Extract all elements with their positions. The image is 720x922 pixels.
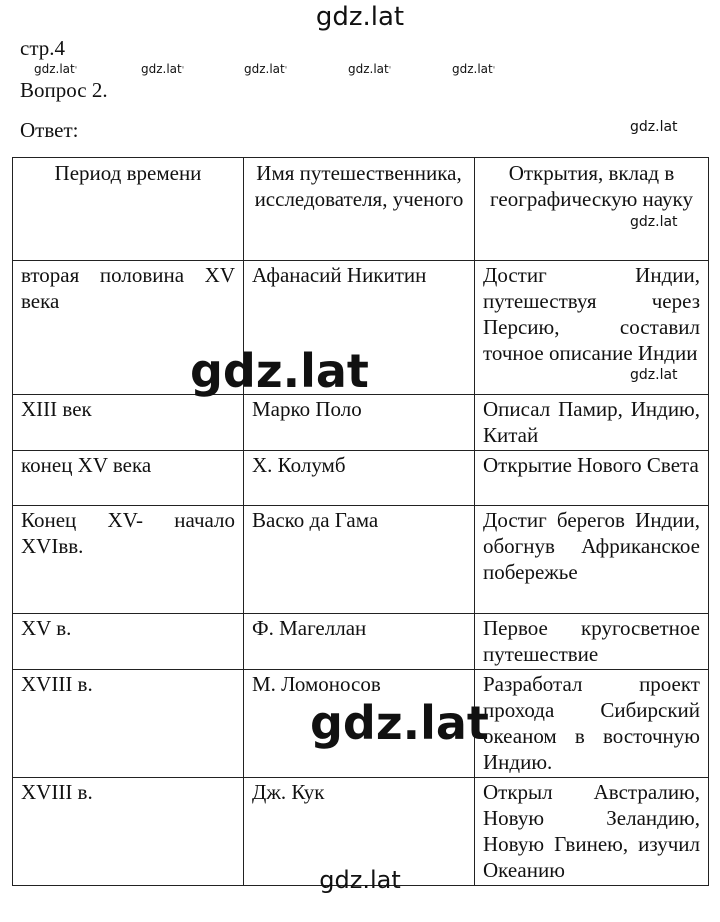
watermark-large-1: gdz.lat — [190, 344, 369, 398]
cell-contribution: Открыл Австралию, Новую Зеландию, Новую Гвинею, изучил Океанию — [475, 778, 709, 886]
watermark-small-1: gdz.latˈ — [34, 62, 78, 76]
cell-contribution: Достиг берегов Индии, обогнув Африканское побережье — [475, 506, 709, 614]
table-header-row — [13, 158, 709, 261]
cell-contribution: Первое кругосветное путешествие — [475, 614, 709, 670]
cell-period: XVIII в. — [13, 670, 244, 778]
cell-name: Ф. Магеллан — [244, 614, 475, 670]
cell-period: вторая половина XV века — [13, 261, 244, 395]
cell-contribution: Разработал проект прохода Сибирский океаном в восточную Индию. — [475, 670, 709, 778]
watermark-bottom: gdz.lat — [319, 866, 401, 894]
cell-contribution: Достиг Индии, путешествуя через Персию, составил точное описание Индии — [475, 261, 709, 395]
watermark-small-4: gdz.latˈ — [348, 62, 392, 76]
table-row — [13, 506, 709, 614]
question-label: Вопрос 2. — [20, 78, 108, 102]
watermark-header-cell: gdz.lat — [630, 214, 678, 230]
cell-name: Васко да Гама — [244, 506, 475, 614]
cell-period: Конец XV- начало XVIвв. — [13, 506, 244, 614]
table-row — [13, 395, 709, 451]
cell-period: XVIII в. — [13, 778, 244, 886]
cell-name: Афанасий Никитин — [244, 261, 475, 395]
watermark-small-5: gdz.latˈ — [452, 62, 496, 76]
table-row — [13, 614, 709, 670]
cell-period: конец XV века — [13, 451, 244, 506]
header-name: Имя путешественника, исследователя, ученого — [244, 158, 475, 261]
cell-contribution: Открытие Нового Света — [475, 451, 709, 506]
header-period: Период времени — [13, 158, 244, 261]
page-reference: стр.4 — [20, 36, 66, 60]
cell-name: М. Ломоносов — [244, 670, 475, 778]
watermark-large-2: gdz.lat — [310, 696, 489, 750]
cell-period: XV в. — [13, 614, 244, 670]
watermark-answer: gdz.lat — [630, 119, 678, 135]
header-contribution: Открытия, вклад в географическую науку — [475, 158, 709, 261]
cell-name: Марко Поло — [244, 395, 475, 451]
cell-period: XIII век — [13, 395, 244, 451]
answer-label: Ответ: — [20, 118, 79, 142]
watermark-small-2: gdz.latˈ — [141, 62, 185, 76]
cell-contribution: Описал Памир, Индию, Китай — [475, 395, 709, 451]
watermark-small-3: gdz.latˈ — [244, 62, 288, 76]
cell-name: Дж. Кук — [244, 778, 475, 886]
watermark-row1-cell: gdz.lat — [630, 367, 678, 383]
table-row — [13, 451, 709, 506]
watermark-top: gdz.lat — [315, 2, 405, 32]
answer-table — [12, 157, 709, 886]
cell-name: Х. Колумб — [244, 451, 475, 506]
